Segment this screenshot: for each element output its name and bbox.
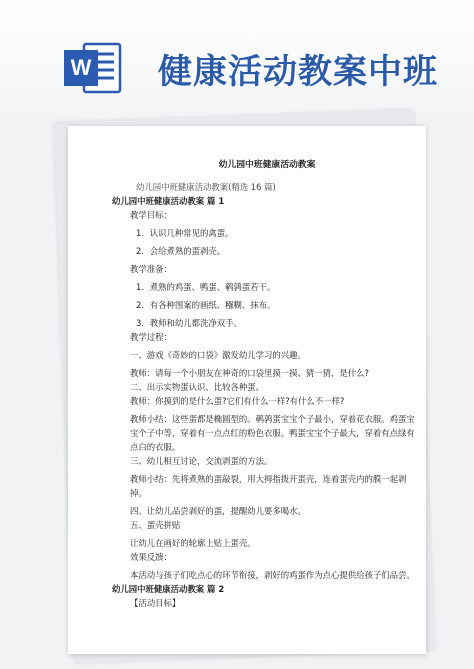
paragraph: 2．有各种图案的画纸、糨糊、抹布。	[136, 300, 276, 310]
paragraph: 1．认识几种常见的禽蛋。	[136, 228, 234, 238]
document-body	[112, 158, 416, 610]
paragraph: 1．煮熟的鸡蛋、鸭蛋、鹌鹑蛋若干。	[136, 282, 276, 292]
paragraph: 教师小结：先将煮熟的蛋敲裂，用大拇指拨开蛋壳，连着蛋壳内的膜一起剥掉。	[130, 474, 407, 498]
paragraph: 五、蛋壳拼贴	[130, 520, 181, 530]
paragraph: 【活动目标】	[130, 598, 181, 608]
paragraph: 教学过程：	[130, 332, 172, 342]
paragraph: 效果反馈：	[130, 552, 172, 562]
paragraph: 教学准备：	[130, 264, 172, 274]
banner-title: 健康活动教案中班	[158, 52, 438, 92]
paragraph: 三、幼儿相互讨论，交流剥蛋的方法。	[130, 456, 273, 466]
document-title: 幼儿园中班健康活动教案	[218, 160, 316, 170]
word-document-icon	[62, 40, 124, 96]
paragraph: 教学目标：	[130, 210, 172, 220]
document-page	[68, 126, 426, 654]
paragraph: 一、游戏《奇妙的口袋》激发幼儿学习的兴趣。	[130, 350, 306, 360]
paragraph: 3．教师和幼儿都洗净双手。	[136, 318, 242, 328]
paragraph: 本活动与孩子们吃点心的环节衔接，剥好的鸡蛋作为点心提供给孩子们品尝。	[130, 570, 415, 580]
section-heading: 幼儿园中班健康活动教案 篇 2	[112, 584, 225, 594]
document-subtitle: 幼儿园中班健康活动教案(精选 16 篇)	[136, 182, 276, 192]
paragraph: 教师：请每一个小朋友在神奇的口袋里摸一摸、猜一猜，是什么?	[130, 368, 369, 378]
banner	[0, 0, 474, 118]
section-heading: 幼儿园中班健康活动教案 篇 1	[112, 196, 225, 206]
paragraph: 教师：你摸到的是什么蛋?它们有什么一样?有什么不一样?	[130, 396, 345, 406]
paragraph: 教师小结：这些蛋都是椭圆型的。鹌鹑蛋宝宝个子最小，穿着花衣服。鸡蛋宝宝个子中等，穿着有一点点红的粉色衣服。鸭蛋宝宝个子最大，穿着有点绿有点白的衣服。	[130, 414, 415, 452]
logo-letter: W	[70, 55, 92, 80]
paragraph: 二、出示实物蛋认识、比较各种蛋。	[130, 382, 264, 392]
paragraph: 四、让幼儿品尝剥好的蛋，提醒幼儿要多喝水。	[130, 506, 306, 516]
paragraph: 2．会给煮熟的蛋剥壳。	[136, 246, 226, 256]
paragraph: 让幼儿在画好的轮廓上贴上蛋壳。	[130, 538, 256, 548]
